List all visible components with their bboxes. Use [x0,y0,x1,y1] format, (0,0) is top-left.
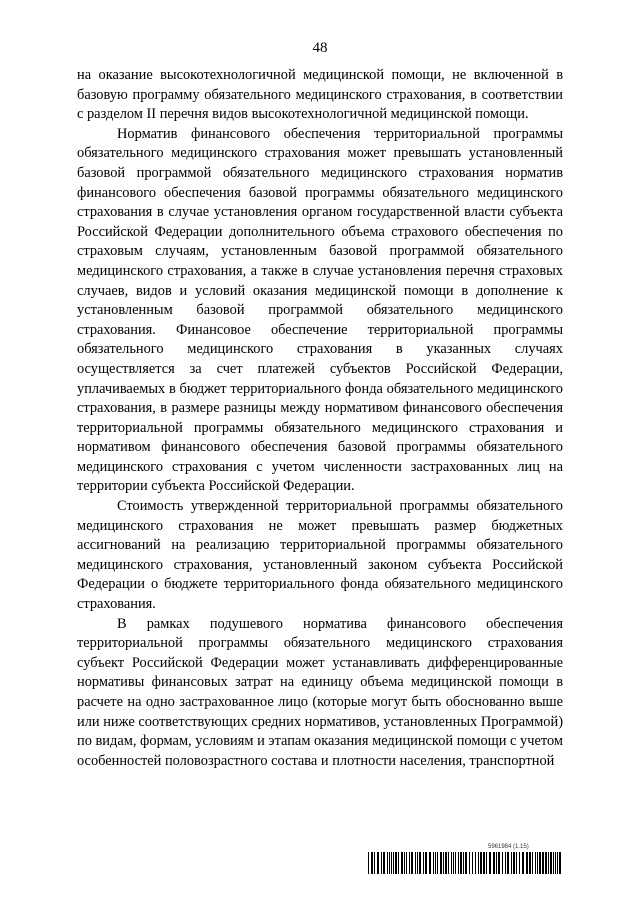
document-code: 5961984 (1.15) [488,844,529,850]
paragraph-3: Стоимость утвержденной территориальной программы обязательного медицинского страхования не может превышать размер бюджетных ассигнований на реализацию территориальной программы обязательного медицинского страхования, установленный законом субъекта Российской Федерации о бюджете территориального фонда обязательного медицинского страхования. [77,498,563,613]
document-body [77,66,563,771]
paragraph-2: Норматив финансового обеспечения территориальной программы обязательного медицинского страхования может превышать установленный базовой программой обязательного медицинского страхования норматив финансового обеспечения базовой программы обязательного медицинского страхования в случае установления органом государственной власти субъекта Российской Федерации дополнительного объема страхового обеспечения по страховым случаям, установленным базовой программой обязательного медицинского страхования, а также в случае установления перечня страховых случаев, видов и условий оказания медицинской помощи в дополнение к установленным базовой программой обязательного медицинского страхования. Финансовое обеспечение территориальной программы обязательного медицинского страхования в указанных случаях осуществляется за счет платежей субъектов Российской Федерации, уплачиваемых в бюджет территориального фонда обязательного медицинского страхования, в размере разницы между нормативом финансового обеспечения территориальной программы обязательного медицинского страхования и нормативом финансового обеспечения базовой программы обязательного медицинского страхования с учетом численности застрахованных лиц на территории субъекта Российской Федерации. [77,125,563,495]
paragraph-4: В рамках подушевого норматива финансового обеспечения территориальной программы обязательного медицинского страхования субъект Российской Федерации может устанавливать дифференцированные нормативы финансовых затрат на единицу объема медицинской помощи в расчете на одно застрахованное лицо (которые могут быть обоснованно выше или ниже соответствующих средних нормативов, установленных Программой) по видам, формам, условиям и этапам оказания медицинской помощи с учетом особенностей половозрастного состава и плотности населения, транспортной [77,615,563,769]
barcode-image [368,852,562,874]
page-number: 48 [312,40,328,56]
paragraph-1: на оказание высокотехнологичной медицинской помощи, не включенной в базовую программу обязательного медицинского страхования, в соответствии с разделом II перечня видов высокотехнологичной медицинской помощи. [77,67,563,123]
